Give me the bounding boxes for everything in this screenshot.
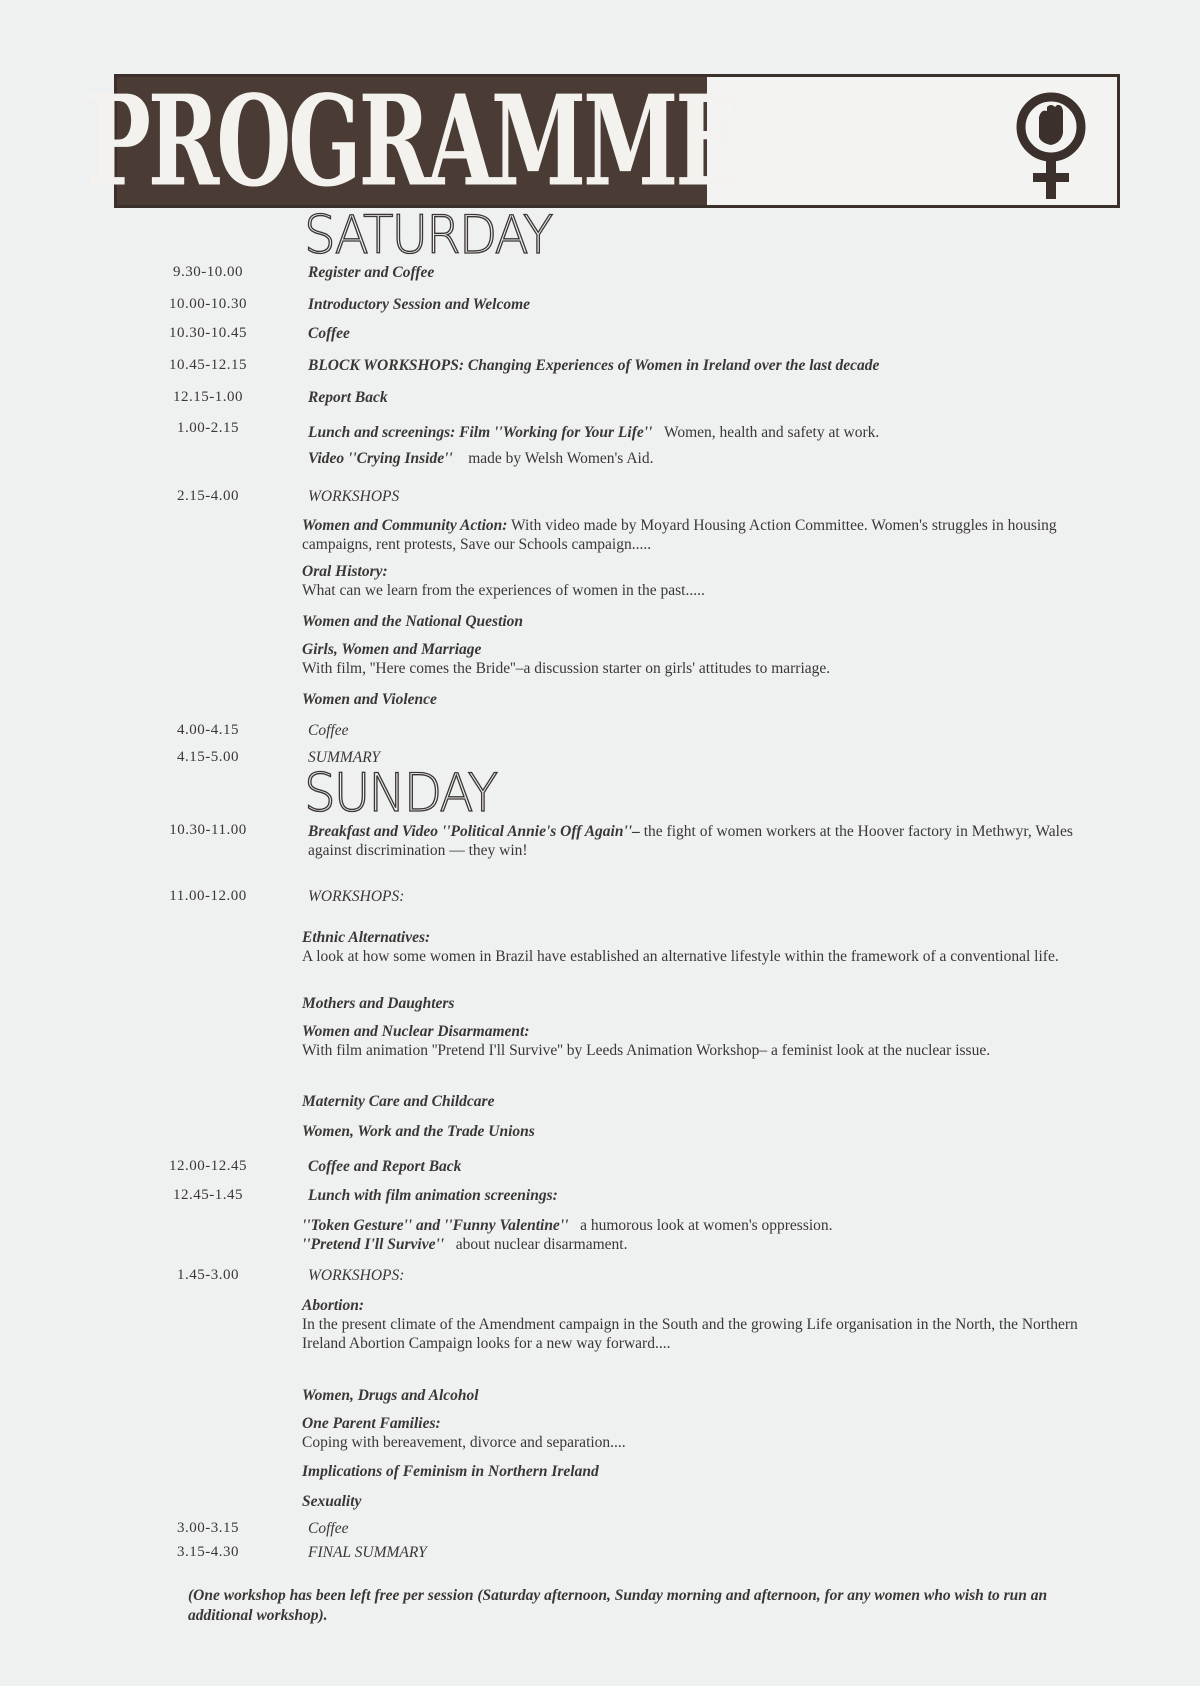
workshop-name: Women, Work and the Trade Unions (302, 1123, 535, 1140)
workshop-item (302, 1296, 1090, 1353)
time-slot: 12.00-12.45 (169, 1158, 247, 1174)
workshop-item (302, 1092, 1118, 1111)
time-slot: 2.15-4.00 (177, 488, 239, 504)
programme-header (86, 67, 1120, 215)
sunday-heading: SUNDAY (304, 762, 497, 824)
workshop-name: Oral History: (302, 563, 388, 580)
workshop-item (302, 994, 1118, 1013)
workshop-name: Implications of Feminism in Northern Ireland (302, 1463, 599, 1480)
time-slot: 1.00-2.15 (177, 420, 239, 436)
time-slot: 10.00-10.30 (169, 296, 247, 312)
session-title: Coffee (308, 1520, 349, 1537)
time-slot: 4.00-4.15 (177, 722, 239, 738)
workshop-description: A look at how some women in Brazil have established an alternative lifestyle within the framework of a conventional life. (302, 948, 1059, 965)
session-title: WORKSHOPS (308, 488, 400, 505)
time-slot: 4.15-5.00 (177, 749, 239, 765)
programme-title: PROGRAMME (86, 67, 738, 215)
workshop-item (302, 928, 1060, 966)
logo-area (707, 77, 1117, 205)
workshop-item (302, 1022, 1080, 1060)
session-title: FINAL SUMMARY (308, 1544, 427, 1561)
session-title: BLOCK WORKSHOPS: Changing Experiences of Women in Ireland over the last decade (308, 357, 880, 374)
time-slot: 10.30-10.45 (169, 325, 247, 341)
time-slot: 3.15-4.30 (177, 1544, 239, 1560)
saturday-heading: SATURDAY (304, 204, 552, 266)
film-titles: ''Token Gesture'' and ''Funny Valentine'' (302, 1217, 569, 1234)
time-slot: 12.15-1.00 (173, 389, 243, 405)
workshop-name: One Parent Families: (302, 1415, 441, 1432)
session-title: Coffee (308, 325, 350, 342)
lunch-films (302, 1216, 1100, 1254)
workshop-item (302, 612, 1118, 631)
workshop-name: Mothers and Daughters (302, 995, 455, 1012)
time-slot: 10.45-12.15 (169, 357, 247, 373)
workshop-name: Women and Community Action: (302, 517, 508, 534)
workshop-name: Girls, Women and Marriage (302, 641, 482, 658)
workshop-item (302, 562, 1118, 600)
session-title (308, 420, 1160, 472)
workshop-description: Coping with bereavement, divorce and separation.... (302, 1434, 626, 1451)
time-slot: 10.30-11.00 (169, 822, 247, 838)
workshop-description: What can we learn from the experiences of women in the past..... (302, 582, 705, 599)
session-title-text: Lunch and screenings: Film ''Working for Your Life'' (308, 424, 653, 441)
programme-banner (86, 67, 738, 215)
session-description: the fight of women workers at the Hoover factory in Methwyr, Wales against discrimination — they win! (308, 823, 1073, 859)
time-slot: 11.00-12.00 (169, 888, 247, 904)
session-title: Coffee and Report Back (308, 1158, 462, 1175)
footer-note: (One workshop has been left free per session (Saturday afternoon, Sunday morning and afternoon, for any women who wish to run an additional workshop). (188, 1587, 1048, 1624)
workshop-description: With video made by Moyard Housing Action Committee. Women's struggles in housing campaigns, rent protests, Save our Schools campaign..... (302, 517, 1057, 553)
workshop-name: Ethnic Alternatives: (302, 929, 431, 946)
time-slot: 12.45-1.45 (173, 1187, 243, 1203)
session-title: SUMMARY (308, 749, 381, 766)
session-title-text: Breakfast and Video ''Political Annie's Off Again''– (308, 823, 640, 840)
session-title: WORKSHOPS: (308, 1267, 405, 1284)
venus-fist-icon (1013, 89, 1089, 201)
session-title: Register and Coffee (308, 264, 435, 281)
workshop-item (302, 516, 1118, 554)
film-description: a humorous look at women's oppression. (580, 1217, 833, 1234)
time-slot: 9.30-10.00 (173, 264, 243, 280)
workshop-item (302, 690, 1118, 709)
time-slot: 3.00-3.15 (177, 1520, 239, 1536)
session-title: Introductory Session and Welcome (308, 296, 531, 313)
workshop-item (302, 640, 1118, 678)
workshop-description: In the present climate of the Amendment campaign in the South and the growing Life organisation in the North, the Northern Ireland Abortion Campaign looks for a new way forward.... (302, 1316, 1078, 1352)
workshop-description: With film, ''Here comes the Bride''–a discussion starter on girls' attitudes to marriage. (302, 660, 831, 677)
workshop-name: Abortion: (302, 1297, 365, 1314)
film-description: about nuclear disarmament. (455, 1236, 628, 1253)
workshop-item (302, 1386, 1118, 1405)
workshop-name: Women and Nuclear Disarmament: (302, 1023, 530, 1040)
film-titles: ''Pretend I'll Survive'' (302, 1236, 445, 1253)
session-title-text: Video ''Crying Inside'' (308, 450, 453, 467)
workshop-item (302, 1462, 1118, 1481)
session-description: made by Welsh Women's Aid. (468, 450, 654, 467)
workshop-description: With film animation ''Pretend I'll Survive'' by Leeds Animation Workshop– a feminist look at the nuclear issue. (302, 1042, 991, 1059)
session-title: Report Back (308, 389, 388, 406)
session-title: Coffee (308, 722, 349, 739)
session-title: WORKSHOPS: (308, 888, 405, 905)
workshop-item (302, 1122, 1118, 1141)
time-slot: 1.45-3.00 (177, 1267, 239, 1283)
session-description: Women, health and safety at work. (663, 424, 880, 441)
workshop-name: Women, Drugs and Alcohol (302, 1387, 479, 1404)
workshop-name: Women and Violence (302, 691, 437, 708)
workshop-name: Women and the National Question (302, 613, 524, 630)
workshop-name: Maternity Care and Childcare (302, 1093, 495, 1110)
workshop-name: Sexuality (302, 1493, 362, 1510)
workshop-item (302, 1492, 1118, 1511)
session-title (308, 822, 1080, 860)
workshop-item (302, 1414, 1118, 1452)
session-title: Lunch with film animation screenings: (308, 1187, 558, 1204)
